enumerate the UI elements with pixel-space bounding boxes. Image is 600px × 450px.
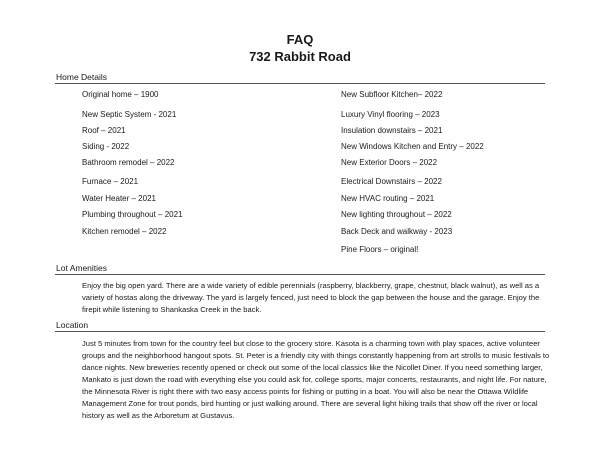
lot-amenities-heading: Lot Amenities xyxy=(56,263,108,273)
home-detail-left-item: Siding - 2022 xyxy=(82,142,130,151)
home-detail-left-item: Furnace – 2021 xyxy=(82,177,139,186)
page-subtitle: 732 Rabbit Road xyxy=(249,49,351,64)
page-title: FAQ xyxy=(286,32,314,47)
home-detail-right-item: Pine Floors – original! xyxy=(341,245,419,254)
lot-amenities-text: Enjoy the big open yard. There are a wide variety of edible perennials (raspberry, blackberry, grape, chestnut, black walnut), as well as a variety of hostas along the driveway. The yard is largely fenced, just need to block the gap between the house and the garage. Enjoy the firepit while listening to Shankaska Creek in the back. xyxy=(82,281,540,314)
home-details-divider xyxy=(55,83,545,84)
home-detail-right-item: New lighting throughout – 2022 xyxy=(341,210,452,219)
home-detail-right-item: Back Deck and walkway - 2023 xyxy=(341,227,453,236)
home-detail-left-item: Bathroom remodel – 2022 xyxy=(82,158,175,167)
home-detail-right-item: Insulation downstairs – 2021 xyxy=(341,126,443,135)
location-heading: Location xyxy=(56,320,89,330)
home-detail-right-item: New Windows Kitchen and Entry – 2022 xyxy=(341,142,484,151)
home-detail-left-item: Plumbing throughout – 2021 xyxy=(82,210,183,219)
home-detail-left-item: Kitchen remodel – 2022 xyxy=(82,227,167,236)
lot-amenities-divider xyxy=(55,274,545,275)
home-detail-right-item: Luxury Vinyl flooring – 2023 xyxy=(341,110,440,119)
location-text: Just 5 minutes from town for the country feel but close to the grocery store. Kasota is a charming town with play spaces, active volunteer groups and the neighborhood hangout spots. St. Peter is a friendly city with things constantly happening from art strolls to music festivals to dance nights. New breweries recently opened or check out some of the local classics like the Nicollet Diner. If you need something larger, Mankato is just down the road with everything else you could ask for, college sports, major concerts, restaurants, and night life. For nature, the Minnesota River is right there with two easy access points for fishing or putting in a boat. You will also be near the Ottawa Wildlife Management Zone for trout ponds, bird hunting or just walking around. There are several light hiking trails that show off the river or local history as well as the Arboretum at Gustavus. xyxy=(82,339,550,420)
home-detail-left-item: New Septic System - 2021 xyxy=(82,110,177,119)
home-detail-right-item: Electrical Downstairs – 2022 xyxy=(341,177,442,186)
home-detail-right-item: New HVAC routing – 2021 xyxy=(341,194,435,203)
home-detail-right-item: New Subfloor Kitchen– 2022 xyxy=(341,90,443,99)
home-detail-left-item: Original home – 1900 xyxy=(82,90,159,99)
location-divider xyxy=(55,331,545,332)
home-detail-right-item: New Exterior Doors – 2022 xyxy=(341,158,438,167)
home-details-heading: Home Details xyxy=(56,72,108,82)
home-detail-left-item: Roof – 2021 xyxy=(82,126,126,135)
home-detail-left-item: Water Heater – 2021 xyxy=(82,194,156,203)
